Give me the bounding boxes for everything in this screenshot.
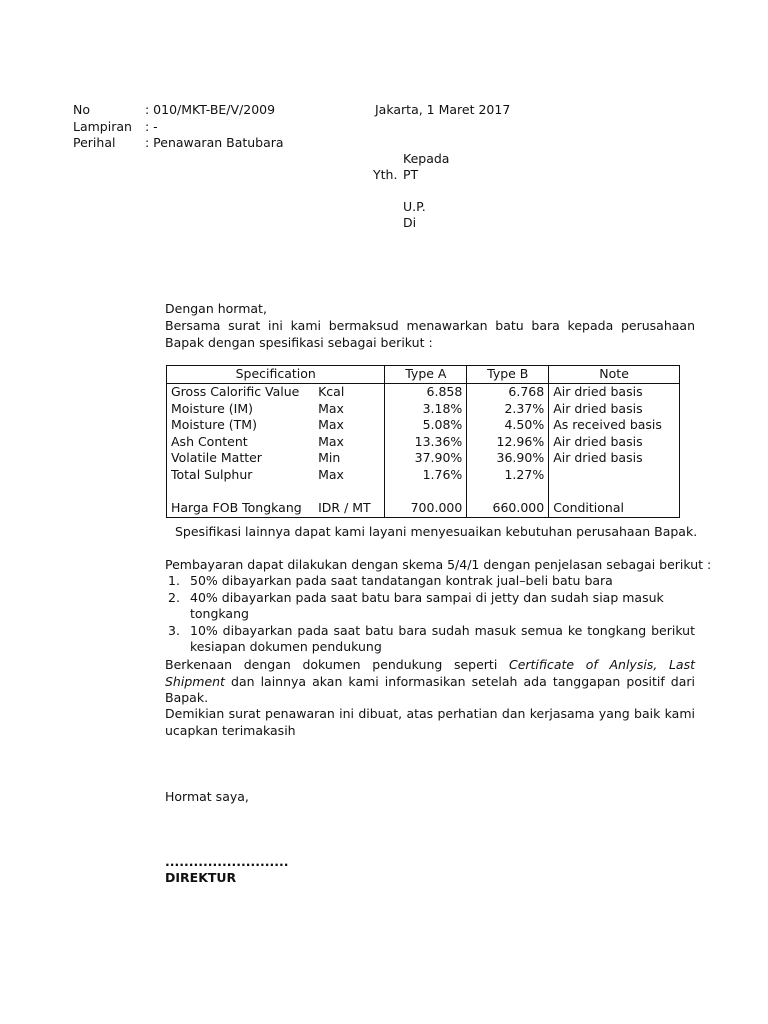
cell-type-a: 3.18%: [385, 401, 467, 418]
closing-paragraph: Demikian surat penawaran ini dibuat, atas perhatian dan kerjasama yang baik kami ucapkan terimakasih: [165, 706, 695, 738]
recipient-kepada: Kepada: [403, 151, 450, 166]
regards: Hormat saya,: [165, 789, 249, 804]
cell-type-b: 2.37%: [467, 401, 549, 418]
cell-type-b: 6.768: [467, 384, 549, 401]
cell-type-a: 1.76%: [385, 467, 467, 484]
cell-note: Air dried basis: [549, 401, 680, 418]
table-spacer-row: [167, 483, 680, 499]
cell-type-b: 1.27%: [467, 467, 549, 484]
table-footnote: Spesifikasi lainnya dapat kami layani menyesuaikan kebutuhan perusahaan Bapak.: [175, 524, 698, 539]
cell-type-b: 36.90%: [467, 450, 549, 467]
header-type-b: Type B: [467, 366, 549, 384]
list-item-number: 1.: [168, 573, 180, 588]
cell-unit: Max: [314, 467, 385, 484]
cell-spec: Total Sulphur: [167, 467, 315, 484]
perihal-label: Perihal: [73, 135, 116, 150]
list-item-text: 10% dibayarkan pada saat batu bara sudah masuk semua ke tongkang berikut kesiapan dokumen pendukung: [190, 622, 695, 654]
cell-unit: IDR / MT: [314, 499, 385, 518]
table-price-row: [167, 499, 680, 518]
recipient-yth: Yth.: [373, 167, 398, 182]
documents-text-2: dan lainnya akan kami informasikan setelah ada tanggapan positif dari Bapak.: [165, 673, 695, 705]
recipient-company: PT: [403, 167, 419, 182]
lampiran-value: : -: [145, 119, 158, 134]
documents-paragraph: [165, 657, 695, 707]
cell-spec: Gross Calorific Value: [167, 384, 315, 401]
payment-intro: Pembayaran dapat dilakukan dengan skema 5/4/1 dengan penjelasan sebagai berikut :: [165, 557, 712, 572]
no-label: No: [73, 102, 90, 117]
list-item-text: 40% dibayarkan pada saat batu bara sampai di jetty dan sudah siap masuk tongkang: [190, 589, 664, 621]
payment-list: [165, 573, 695, 656]
cell-unit: Min: [314, 450, 385, 467]
cell-type-b: 660.000: [467, 499, 549, 518]
table-row: [167, 467, 680, 484]
cell-spec: Moisture (IM): [167, 401, 315, 418]
signatory-title: DIREKTUR: [165, 870, 237, 885]
cell-note: As received basis: [549, 417, 680, 434]
table-row: [167, 384, 680, 401]
no-value: : 010/MKT-BE/V/2009: [145, 102, 276, 117]
cell-note: Conditional: [549, 499, 680, 518]
cell-type-a: 13.36%: [385, 434, 467, 451]
list-item: [165, 573, 695, 590]
cell-type-a: 37.90%: [385, 450, 467, 467]
list-item: [165, 590, 695, 623]
list-item-number: 2.: [168, 589, 180, 605]
cell-spec: Ash Content: [167, 434, 315, 451]
place-date: Jakarta, 1 Maret 2017: [375, 102, 511, 117]
header-note: Note: [549, 366, 680, 384]
cell-type-a: 5.08%: [385, 417, 467, 434]
table-header-row: [167, 366, 680, 384]
cell-spec: Moisture (TM): [167, 417, 315, 434]
signature-line: ..........................: [165, 854, 289, 869]
cell-unit: Max: [314, 434, 385, 451]
cell-unit: Kcal: [314, 384, 385, 401]
recipient-up: U.P.: [403, 199, 426, 214]
cell-note: Air dried basis: [549, 450, 680, 467]
table-row: [167, 434, 680, 451]
cell-type-a: 700.000: [385, 499, 467, 518]
cell-note: Air dried basis: [549, 384, 680, 401]
cell-type-b: 12.96%: [467, 434, 549, 451]
cell-type-b: 4.50%: [467, 417, 549, 434]
specification-table: [166, 365, 680, 518]
documents-text-1: Berkenaan dengan dokumen pendukung seperti: [165, 657, 509, 672]
list-item: [165, 623, 695, 656]
header-specification: Specification: [167, 366, 385, 384]
cell-spec: Volatile Matter: [167, 450, 315, 467]
list-item-number: 3.: [168, 622, 180, 638]
list-item-text: 50% dibayarkan pada saat tandatangan kontrak jual–beli batu bara: [190, 573, 613, 588]
cell-spec: Harga FOB Tongkang: [167, 499, 315, 518]
intro-paragraph: Bersama surat ini kami bermaksud menawarkan batu bara kepada perusahaan Bapak dengan spesifikasi sebagai berikut :: [165, 318, 695, 350]
table-row: [167, 417, 680, 434]
perihal-value: : Penawaran Batubara: [145, 135, 284, 150]
recipient-di: Di: [403, 215, 417, 230]
lampiran-label: Lampiran: [73, 119, 132, 134]
cell-type-a: 6.858: [385, 384, 467, 401]
documents-text-italic: Certificate of Anlysis, Last Shipment: [165, 657, 695, 689]
table-row: [167, 450, 680, 467]
cell-unit: Max: [314, 417, 385, 434]
cell-unit: Max: [314, 401, 385, 418]
cell-note: [549, 467, 680, 484]
header-type-a: Type A: [385, 366, 467, 384]
cell-note: Air dried basis: [549, 434, 680, 451]
table-row: [167, 401, 680, 418]
greeting: Dengan hormat,: [165, 301, 267, 316]
